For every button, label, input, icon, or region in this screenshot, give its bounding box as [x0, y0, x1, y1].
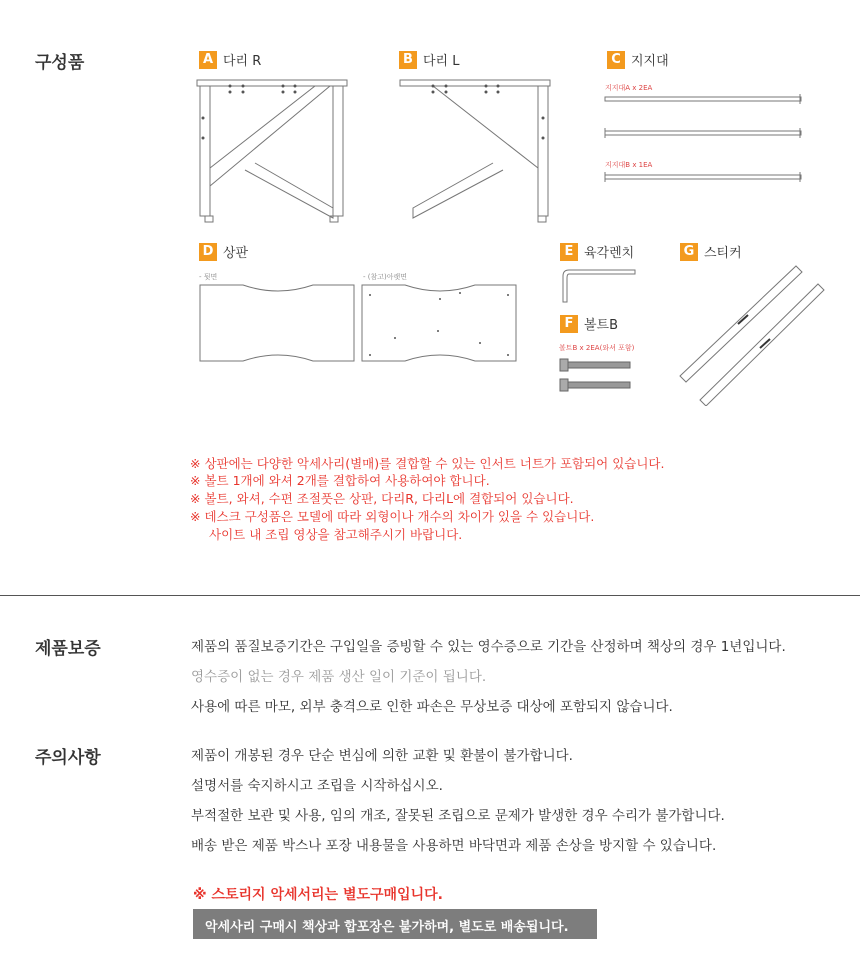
top-bottom-drawing: [360, 283, 520, 365]
part-a-name: 다리 R: [223, 54, 262, 69]
part-c-label: [607, 50, 669, 69]
sticker-drawing: [678, 264, 828, 406]
storage-notice: ※ 스토리지 악세서리는 별도구매입니다.: [193, 887, 443, 903]
bolt-drawing: [558, 355, 638, 395]
hex-wrench-drawing: [555, 266, 640, 306]
note-5: 사이트 내 조립 영상을 참고해주시기 바랍니다.: [209, 527, 463, 542]
top-back-drawing: [198, 283, 358, 365]
part-b-label: [399, 50, 460, 69]
part-e-badge: E: [560, 243, 578, 261]
caution-line-4: 배송 받은 제품 박스나 포장 내용물을 사용하면 바닥면과 제품 손상을 방지할 수 있습니다.: [191, 838, 717, 854]
leg-l-drawing: [398, 78, 558, 228]
note-4: ※ 데스크 구성품은 모델에 따라 외형이나 개수의 차이가 있을 수 있습니다.: [190, 509, 595, 524]
part-e-label: [560, 242, 634, 261]
part-c-name: 지지대: [631, 54, 669, 69]
caution-line-1: 제품이 개봉된 경우 단순 변심에 의한 교환 및 환불이 불가합니다.: [191, 748, 573, 764]
part-d-badge: D: [199, 243, 217, 261]
components-title: 구성품: [35, 53, 85, 73]
caution-line-2: 설명서를 숙지하시고 조립을 시작하십시오.: [191, 778, 443, 794]
support-drawing: [604, 94, 804, 189]
warranty-line-3: 사용에 따른 마모, 외부 충격으로 인한 파손은 무상보증 대상에 포함되지 않습니다.: [191, 699, 673, 715]
top-ref-label: - (참고)아랫면: [363, 273, 408, 281]
caution-title: 주의사항: [35, 748, 101, 768]
part-f-badge: F: [560, 315, 578, 333]
part-f-label: [560, 314, 618, 333]
bolt-qty-label: 볼트B x 2EA(와셔 포함): [559, 344, 635, 352]
warranty-line-1: 제품의 품질보증기간은 구입일을 증빙할 수 있는 영수증으로 기간을 산정하며 책상의 경우 1년입니다.: [191, 639, 786, 655]
support-a-label: 지지대A x 2EA: [605, 84, 653, 92]
part-f-name: 볼트B: [584, 318, 619, 333]
section-divider: [0, 595, 860, 596]
warranty-line-2: 영수증이 없는 경우 제품 생산 일이 기준이 됩니다.: [191, 669, 487, 685]
shipping-notice: 악세사리 구매시 책상과 합포장은 불가하며, 별도로 배송됩니다.: [205, 920, 569, 935]
part-e-name: 육각렌치: [584, 246, 635, 261]
note-1: ※ 상판에는 다양한 악세사리(별매)를 결합할 수 있는 인서트 너트가 포함되어 있습니다.: [190, 456, 665, 471]
caution-line-3: 부적절한 보관 및 사용, 임의 개조, 잘못된 조립으로 문제가 발생한 경우 수리가 불가합니다.: [191, 808, 725, 824]
leg-r-drawing: [195, 78, 355, 228]
part-g-badge: G: [680, 243, 698, 261]
part-b-badge: B: [399, 51, 417, 69]
top-back-label: - 뒷면: [199, 273, 218, 281]
part-d-name: 상판: [223, 246, 249, 261]
note-3: ※ 볼트, 와셔, 수편 조절풋은 상판, 다리R, 다리L에 결합되어 있습니다.: [190, 491, 574, 506]
part-g-label: [680, 242, 742, 261]
note-2: ※ 볼트 1개에 와셔 2개를 결합하여 사용하여야 합니다.: [190, 473, 490, 488]
support-b-label: 지지대B x 1EA: [605, 161, 653, 169]
warranty-title: 제품보증: [35, 639, 101, 659]
shipping-notice-bar: [193, 909, 597, 939]
part-d-label: [199, 242, 248, 261]
part-c-badge: C: [607, 51, 625, 69]
part-a-label: [199, 50, 261, 69]
part-b-name: 다리 L: [423, 54, 460, 69]
part-a-badge: A: [199, 51, 217, 69]
part-g-name: 스티커: [704, 246, 742, 261]
